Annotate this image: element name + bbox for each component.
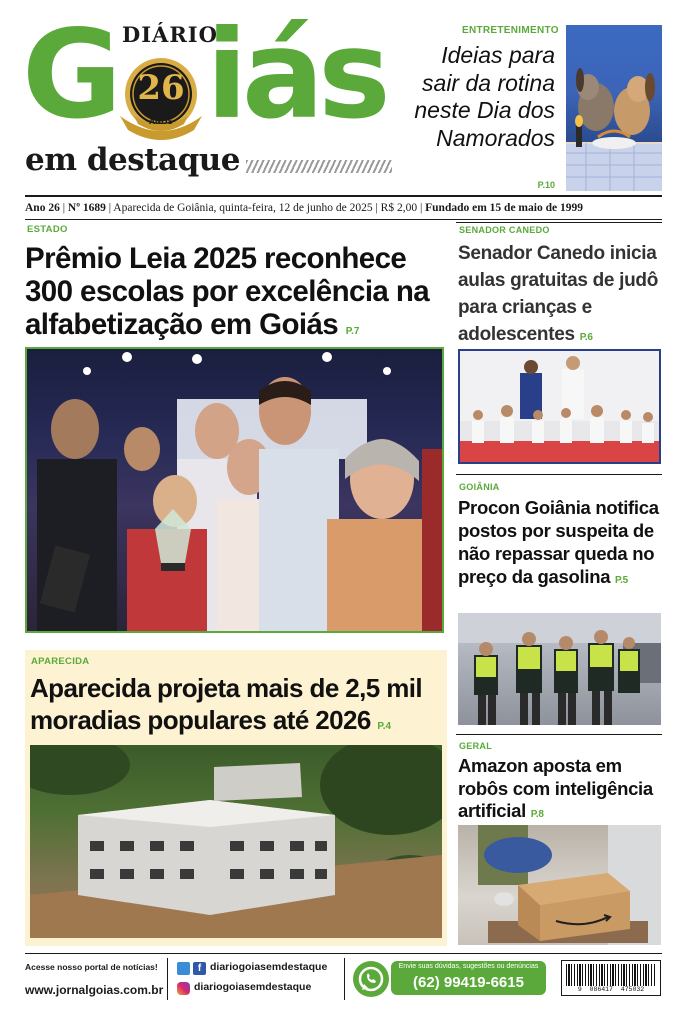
masthead-goias-g: G xyxy=(22,4,119,146)
main-photo[interactable] xyxy=(25,347,444,633)
barcode xyxy=(561,960,661,996)
footer-website-link[interactable]: www.jornalgoias.com.br xyxy=(25,983,164,997)
sidebar-story1-section: SENADOR CANEDO xyxy=(459,225,550,235)
entertainment-photo[interactable] xyxy=(566,25,662,191)
sidebar-story2-photo[interactable] xyxy=(458,613,661,725)
twitter-icon xyxy=(177,962,190,975)
barcode-digits: 9 086417 475032 xyxy=(577,986,645,993)
infobar-bottom-rule xyxy=(25,219,662,220)
infobar xyxy=(25,198,665,218)
entertainment-page: P.10 xyxy=(537,180,555,190)
sidebar-story2-headline-text: Procon Goiânia notifica postos por suspeita de não repassar queda no preço da gasolina xyxy=(458,497,659,587)
judo-class-illustration xyxy=(460,351,661,464)
anniversary-label: ANOS xyxy=(149,117,173,126)
whatsapp-phone-icon xyxy=(353,961,389,997)
footer-top-rule xyxy=(25,953,662,954)
masthead-stripes xyxy=(246,160,392,173)
sidebar-story1-headline-text: Senador Canedo inicia aulas gratuitas de judô para crianças e adolescentes xyxy=(458,243,659,345)
masthead-subtitle: em destaque xyxy=(25,142,241,178)
entertainment-headline-text: Ideias para sair da rotina neste Dia dos Namorados xyxy=(414,42,555,151)
entertainment-section: ENTRETENIMENTO xyxy=(462,25,559,36)
sidebar-story1-headline[interactable] xyxy=(458,240,663,351)
aparecida-photo[interactable] xyxy=(30,745,442,938)
infobar-divider: | xyxy=(108,202,114,214)
infobar-year: Ano 26 xyxy=(25,202,60,214)
whatsapp-label: Envie suas dúvidas, sugestões ou denúncias xyxy=(398,963,539,970)
whatsapp-pill[interactable] xyxy=(391,961,546,995)
whatsapp-number: (62) 99419-6615 xyxy=(413,974,524,991)
sidebar-story2-section: GOIÂNIA xyxy=(459,482,500,492)
sidebar-story2-page: P.5 xyxy=(615,575,628,586)
infobar-divider: | xyxy=(419,202,426,214)
masthead-diario: DIÁRIO xyxy=(122,22,218,47)
sidebar-story3-page: P.8 xyxy=(530,809,544,820)
sidebar-story3-section: GERAL xyxy=(459,741,492,751)
sidebar-rule-top xyxy=(456,222,662,223)
infobar-place-date: Aparecida de Goiânia, quinta-feira, 12 de junho de 2025 xyxy=(113,202,373,214)
whatsapp-icon[interactable] xyxy=(353,961,389,997)
sidebar-story3-headline-text: Amazon aposta em robôs com inteligência artificial xyxy=(458,755,653,821)
footer-social-handle-1: diariogoiasemdestaque xyxy=(210,961,328,973)
facebook-icon: f xyxy=(193,962,206,975)
footer-whatsapp-divider xyxy=(344,958,345,1000)
aparecida-section: APARECIDA xyxy=(31,656,90,667)
infobar-founded: Fundado em 15 de maio de 1999 xyxy=(425,202,583,214)
barcode-bars xyxy=(566,964,656,986)
sidebar-story2-headline[interactable] xyxy=(458,496,663,592)
sidebar-story1-photo[interactable] xyxy=(458,349,661,464)
sidebar-rule-2 xyxy=(456,474,662,475)
sidebar-story1-page: P.6 xyxy=(579,332,593,343)
infobar-top-rule xyxy=(25,195,662,197)
footer-social-handle-2: diariogoiasemdestaque xyxy=(194,981,312,993)
instagram-icon xyxy=(177,982,190,995)
masthead-goias-rest: iás xyxy=(206,4,385,146)
sidebar-rule-3 xyxy=(456,734,662,735)
main-headline[interactable] xyxy=(25,242,450,348)
entertainment-headline[interactable] xyxy=(405,42,555,152)
housing-construction-illustration xyxy=(30,745,442,938)
main-section: ESTADO xyxy=(27,224,68,235)
amazon-package-illustration xyxy=(458,825,661,945)
sidebar-story3-headline[interactable] xyxy=(458,755,663,827)
procon-agents-illustration xyxy=(458,613,661,725)
footer-portal-label: Acesse nosso portal de notícias! xyxy=(25,962,158,972)
aparecida-page: P.4 xyxy=(377,721,392,732)
main-headline-text: Prêmio Leia 2025 reconhece 300 escolas por excelência na alfabetização em Goiás xyxy=(25,242,430,341)
anniversary-number: 26 xyxy=(137,68,185,108)
aparecida-headline[interactable] xyxy=(30,672,445,743)
sidebar-story3-photo[interactable] xyxy=(458,825,661,945)
anniversary-seal xyxy=(114,54,208,140)
aparecida-headline-text: Aparecida projeta mais de 2,5 mil moradias populares até 2026 xyxy=(30,673,423,735)
infobar-price: R$ 2,00 xyxy=(380,202,418,214)
masthead xyxy=(0,0,420,190)
lady-and-tramp-illustration xyxy=(566,25,662,191)
main-page: P.7 xyxy=(345,326,360,337)
infobar-divider: | xyxy=(375,202,381,214)
infobar-divider: | xyxy=(62,202,68,214)
infobar-number: Nº 1689 xyxy=(67,202,106,214)
footer-social-divider xyxy=(167,958,168,1000)
award-ceremony-illustration xyxy=(27,349,444,633)
